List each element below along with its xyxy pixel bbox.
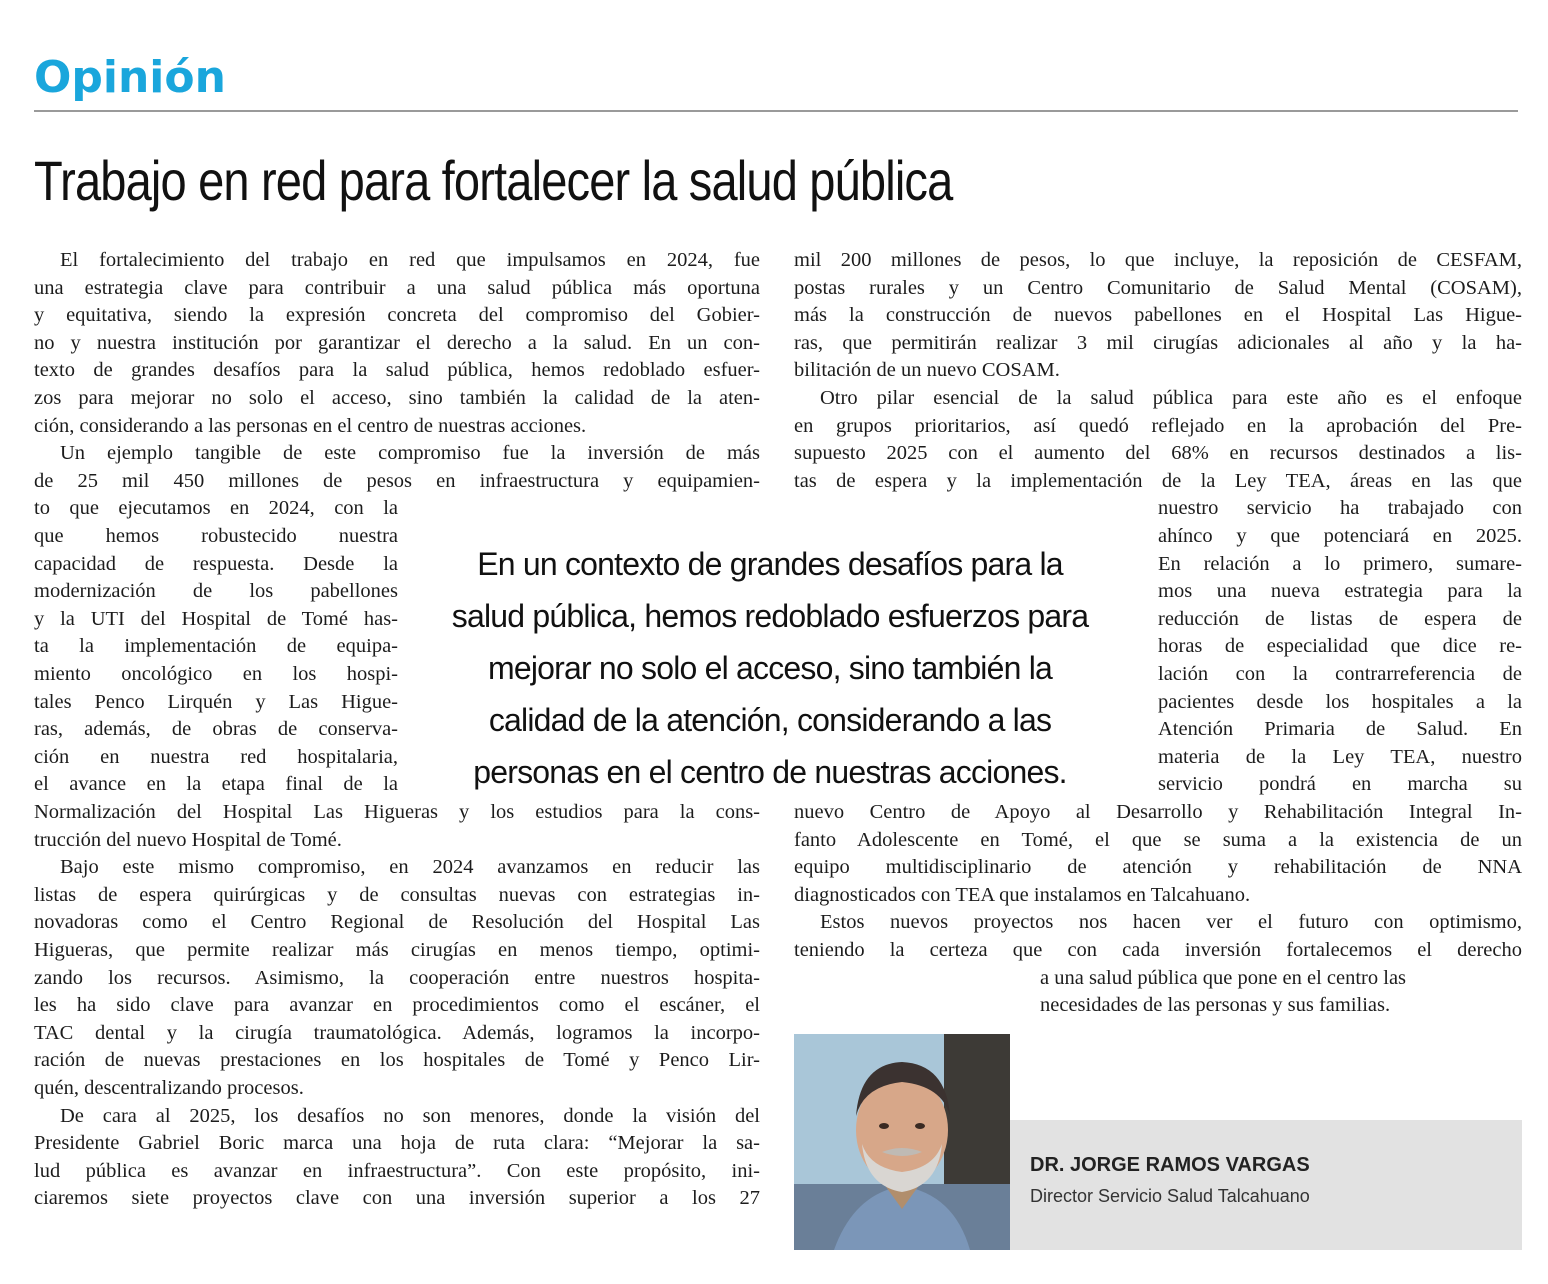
column-1-line: to que ejecutamos en 2024, con la: [34, 497, 398, 520]
column-1-line: no y nuestra institución por garantizar el derecho a la salud. En un con-: [34, 331, 760, 354]
column-2-line: lación con la contrarreferencia de: [1158, 663, 1522, 685]
column-1-line: quén, descentralizando procesos.: [34, 1077, 304, 1099]
column-1-line: y la UTI del Hospital de Tomé has-: [34, 607, 398, 630]
column-1-line: TAC dental y la cirugía traumatológica. Además, logramos la incorpo-: [34, 1021, 760, 1044]
column-1-line: ción, considerando a las personas en el centro de nuestras acciones.: [34, 414, 587, 437]
column-1-line: modernización de los pabellones: [34, 580, 398, 603]
column-2-line: ras, que permitirán realizar 3 mil cirugías adicionales al año y la ha-: [794, 331, 1522, 354]
column-2-line: Otro pilar esencial de la salud pública para este año es el enfoque: [820, 387, 1522, 409]
column-2-line: nuestro servicio ha trabajado con: [1158, 497, 1522, 520]
column-2-line: Estos nuevos proyectos nos hacen ver el futuro con optimismo,: [820, 911, 1522, 934]
column-2-line: en grupos prioritarios, así quedó reflejado en la aprobación del Pre-: [794, 414, 1522, 437]
column-1-line: Un ejemplo tangible de este compromiso fue la inversión de más: [60, 442, 760, 465]
column-1-line: miento oncológico en los hospi-: [34, 663, 398, 685]
column-2-line: mos una nueva estrategia para la: [1158, 580, 1522, 603]
column-1-line: Presidente Gabriel Boric marca una hoja de ruta clara: “Mejorar la sa-: [34, 1132, 760, 1155]
column-1-line: ración de nuevas prestaciones en los hospitales de Tomé y Penco Lir-: [34, 1049, 760, 1072]
author-photo: [794, 1034, 1010, 1250]
column-2-line: diagnosticados con TEA que instalamos en Talcahuano.: [794, 883, 1251, 906]
column-1-line: ción en nuestra red hospitalaria,: [34, 745, 398, 768]
column-2-line: necesidades de las personas y sus familias.: [1040, 994, 1391, 1017]
column-1-line: capacidad de respuesta. Desde la: [34, 552, 398, 575]
column-2-line: tas de espera y la implementación de la Ley TEA, áreas en las que: [794, 469, 1522, 492]
author-role: Director Servicio Salud Talcahuano: [1030, 1186, 1310, 1206]
column-1-line: una estrategia clave para contribuir a una salud pública más oportuna: [34, 276, 760, 299]
headline: Trabajo en red para fortalecer la salud pública: [34, 149, 953, 212]
column-2-line: Atención Primaria de Salud. En: [1158, 718, 1522, 741]
column-1-line: ciaremos siete proyectos clave con una inversión superior a los 27: [34, 1187, 760, 1210]
section-label: Opinión: [34, 52, 226, 103]
column-2-line: pacientes desde los hospitales a la: [1158, 690, 1522, 713]
column-2-line: fanto Adolescente en Tomé, el que se suma a la existencia de un: [794, 828, 1522, 851]
column-1-line: De cara al 2025, los desafíos no son menores, donde la visión del: [60, 1104, 760, 1127]
column-2-line: postas rurales y un Centro Comunitario de Salud Mental (COSAM),: [794, 276, 1522, 299]
column-1-line: que hemos robustecido nuestra: [34, 525, 398, 547]
column-1-line: tales Penco Lirquén y Las Higue-: [34, 690, 398, 713]
column-2-line: nuevo Centro de Apoyo al Desarrollo y Rehabilitación Integral In-: [794, 801, 1522, 823]
column-1-line: lud pública es avanzar en infraestructura”. Con este propósito, ini-: [34, 1159, 760, 1182]
column-1-line: Bajo este mismo compromiso, en 2024 avanzamos en reducir las: [60, 856, 760, 879]
pull-quote: En un contexto de grandes desafíos para la salud pública, hemos redoblado esfuerzos para mejorar no solo el acceso, sino también la calidad de la atención, considerando a las personas en el centro de nuestras acciones.: [451, 546, 1089, 790]
column-1-line: texto de grandes desafíos para la salud pública, hemos redoblado esfuer-: [34, 359, 760, 382]
column-2-line: reducción de listas de espera de: [1158, 607, 1522, 630]
column-2-line: a una salud pública que pone en el centro las: [1040, 966, 1407, 989]
column-2-line: ahínco y que potenciará en 2025.: [1158, 525, 1522, 547]
column-1-line: de 25 mil 450 millones de pesos en infraestructura y equipamien-: [34, 469, 760, 492]
author-name: DR. JORGE RAMOS VARGAS: [1030, 1154, 1310, 1176]
column-2-line: más la construcción de nuevos pabellones en el Hospital Las Higue-: [794, 304, 1522, 327]
column-1-line: Higueras, que permite realizar más cirugías en menos tiempo, optimi-: [34, 939, 760, 961]
author-portrait-image: [794, 1034, 1010, 1250]
column-1-line: zos para mejorar no solo el acceso, sino también la calidad de la aten-: [34, 387, 760, 409]
column-2-line: bilitación de un nuevo COSAM.: [794, 359, 1060, 382]
column-2-line: mil 200 millones de pesos, lo que incluye, la reposición de CESFAM,: [794, 249, 1522, 271]
column-2-line: servicio pondrá en marcha su: [1158, 773, 1522, 796]
column-1-line: y equitativa, siendo la expresión concreta del compromiso del Gobier-: [34, 304, 760, 327]
column-1-line: listas de espera quirúrgicas y de consultas nuevas con estrategias in-: [34, 883, 760, 906]
column-2-line: horas de especialidad que dice re-: [1158, 635, 1522, 658]
column-1-line: Normalización del Hospital Las Higueras y los estudios para la cons-: [34, 801, 760, 823]
author-signature-box: [1010, 1120, 1522, 1250]
column-1-line: El fortalecimiento del trabajo en red que impulsamos en 2024, fue: [60, 249, 760, 271]
section-rule: [34, 110, 1518, 112]
column-1-line: el avance en la etapa final de la: [34, 773, 398, 796]
column-2-line: En relación a lo primero, sumare-: [1158, 552, 1522, 575]
column-1-line: les ha sido clave para avanzar en procedimientos como el escáner, el: [34, 994, 760, 1017]
column-2-line: equipo multidisciplinario de atención y rehabilitación de NNA: [794, 856, 1522, 879]
column-1-line: zando los recursos. Asimismo, la cooperación entre nuestros hospita-: [34, 966, 760, 989]
column-1-line: trucción del nuevo Hospital de Tomé.: [34, 828, 342, 851]
column-2-line: supuesto 2025 con el aumento del 68% en recursos destinados a lis-: [794, 442, 1522, 465]
column-1-line: novadoras como el Centro Regional de Resolución del Hospital Las: [34, 911, 760, 934]
column-2-line: materia de la Ley TEA, nuestro: [1158, 745, 1522, 768]
column-2-line: teniendo la certeza que con cada inversión fortalecemos el derecho: [794, 939, 1522, 961]
column-1-line: ta la implementación de equipa-: [34, 635, 398, 658]
column-1-line: ras, además, de obras de conserva-: [34, 718, 398, 741]
